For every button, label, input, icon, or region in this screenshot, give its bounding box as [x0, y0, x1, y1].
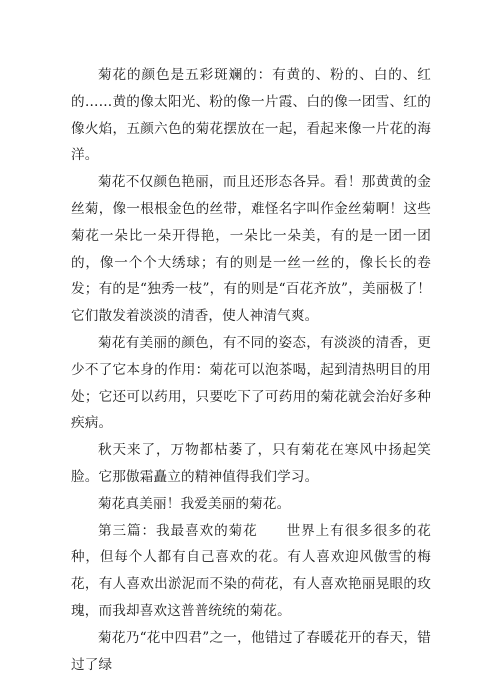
paragraph-uses: 菊花有美丽的颜色，有不同的姿态，有淡淡的清香，更少不了它本身的作用：菊花可以泡茶喝，起到清热明目的用处；它还可以药用，只要吃下了可药用的菊花就会治好多种疾病。 — [71, 334, 431, 432]
paragraph-four-gentlemen: 菊花乃“花中四君”之一，他错过了春暖花开的春天，错过了绿 — [71, 629, 431, 673]
paragraph-third-essay: 第三篇：我最喜欢的菊花 世界上有很多很多的花种，但每个人都有自己喜欢的花。有人喜欢迎风傲雪的梅花，有人喜欢出淤泥而不染的荷花，有人喜欢艳丽晃眼的玫瑰，而我却喜欢这普普统统的菊花。 — [71, 522, 431, 619]
paragraph-shapes: 菊花不仅颜色艳丽，而且还形态各异。看！那黄黄的金丝菊，像一根根金色的丝带，难怪名字叫作金丝菊啊！这些菊花一朵比一朵开得艳，一朵比一朵美，有的是一团一团的，像一个个大绣球；有的则是一丝一丝的，像长长的卷发；有的是“独秀一枝”，有的则是“百花齐放”，美丽极了！它们散发着淡淡的清香，使人神清气爽。 — [71, 174, 431, 325]
paragraph-closing: 菊花真美丽！我爱美丽的菊花。 — [98, 495, 291, 512]
article-body — [71, 62, 431, 678]
paragraph-colors: 菊花的颜色是五彩斑斓的：有黄的、粉的、白的、红的……黄的像太阳光、粉的像一片霞、白的像一团雪、红的像火焰，五颜六色的菊花摆放在一起，看起来像一片花的海洋。 — [71, 67, 431, 164]
paragraph-autumn: 秋天来了，万物都枯萎了，只有菊花在寒风中扬起笑脸。它那傲霜矗立的精神值得我们学习。 — [71, 442, 431, 485]
